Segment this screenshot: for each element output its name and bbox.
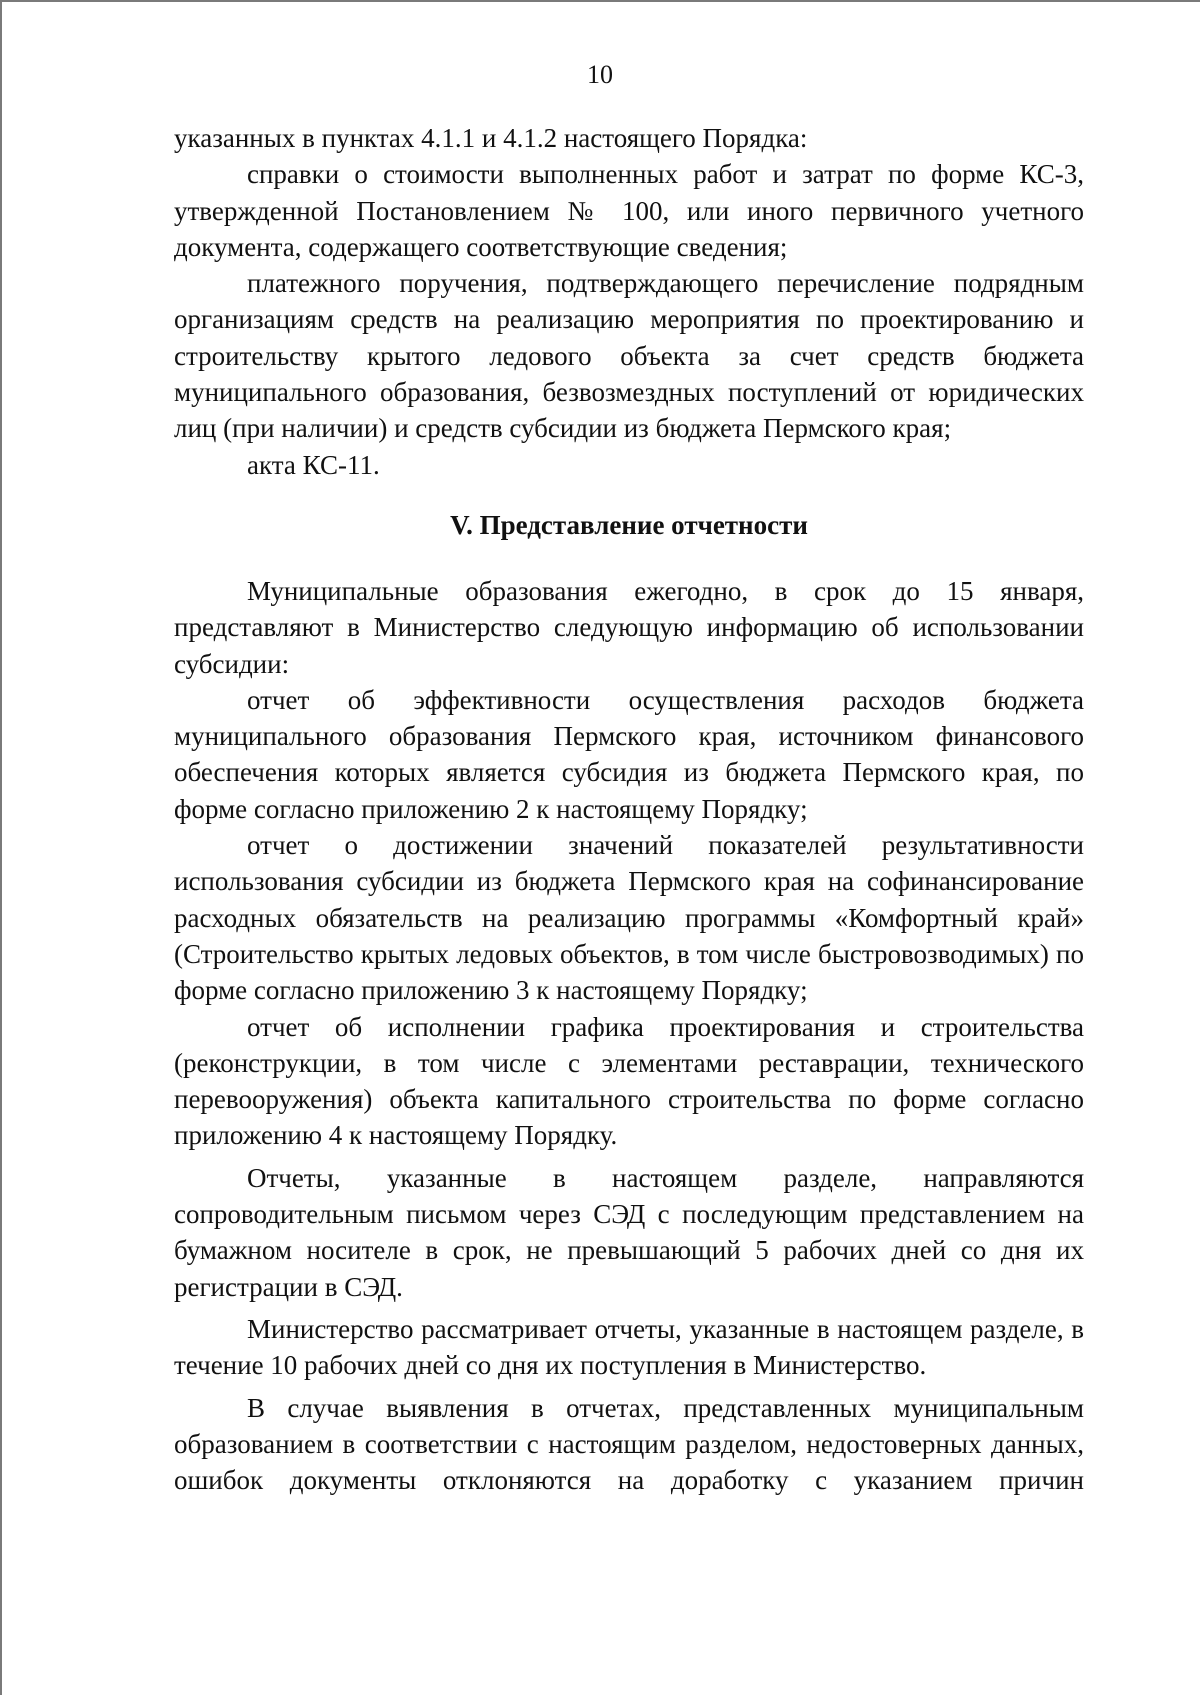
scan-edge-top — [0, 0, 1200, 2]
paragraph-ministry-review: Министерство рассматривает отчеты, указанные в настоящем разделе, в течение 10 рабочих дней со дня их поступления в Министерство. — [174, 1313, 1084, 1381]
page-number: 10 — [587, 60, 613, 89]
paragraph-schedule-report: отчет об исполнении графика проектирования и строительства (реконструкции, в том числе с элементами реставрации, технического перевооружения) объекта капитального строительства по форме согласно приложению 4 к настоящему Порядку. — [174, 1011, 1084, 1151]
paragraph-ks11-act: акта КС-11. — [247, 449, 380, 480]
section-title: V. Представление отчетности — [450, 509, 808, 540]
document-body — [174, 120, 1084, 1498]
paragraph-ks3-certificate: справки о стоимости выполненных работ и затрат по форме КС-3, утвержденной Постановлением № 100, или иного первичного учетного документа, содержащего соответствующие сведения; — [174, 159, 1084, 262]
scan-edge-left — [0, 0, 2, 1695]
paragraph-annual-info: Муниципальные образования ежегодно, в срок до 15 января, представляют в Министерство следующую информацию об использовании субсидии: — [174, 575, 1084, 679]
paragraph-efficiency-report: отчет об эффективности осуществления расходов бюджета муниципального образования Пермского края, источником финансового обеспечения которых является субсидия из бюджета Пермского края, по форме согласно приложению 2 к настоящему Порядку; — [174, 684, 1084, 824]
paragraph-indicators-report: отчет о достижении значений показателей результативности использования субсидии из бюджета Пермского края на софинансирование расходных обязательств на реализацию программы «Комфортный край» (Строительство крытых ледовых объектов, в том числе быстровозводимых) по форме согласно приложению 3 к настоящему Порядку; — [174, 830, 1084, 1006]
paragraph-reports-submission: Отчеты, указанные в настоящем разделе, направляются сопроводительным письмом через СЭД с последующим представлением на бумажном носителе в срок, не превышающий 5 рабочих дней со дня их регистрации в СЭД. — [174, 1162, 1084, 1302]
paragraph-payment-order: платежного поручения, подтверждающего перечисление подрядным организациям средств на реализацию мероприятия по проектированию и строительству крытого ледового объекта за счет средств бюджета муниципального образования, безвозмездных поступлений от юридических лиц (при наличии) и средств субсидии из бюджета Пермского края; — [174, 268, 1084, 444]
paragraph-errors-rejection: В случае выявления в отчетах, представленных муниципальным образованием в соответствии с настоящим разделом, недостоверных данных, ошибок документы отклоняются на доработку с указанием причин — [174, 1392, 1084, 1496]
paragraph-continuation: указанных в пунктах 4.1.1 и 4.1.2 настоящего Порядка: — [174, 123, 808, 153]
